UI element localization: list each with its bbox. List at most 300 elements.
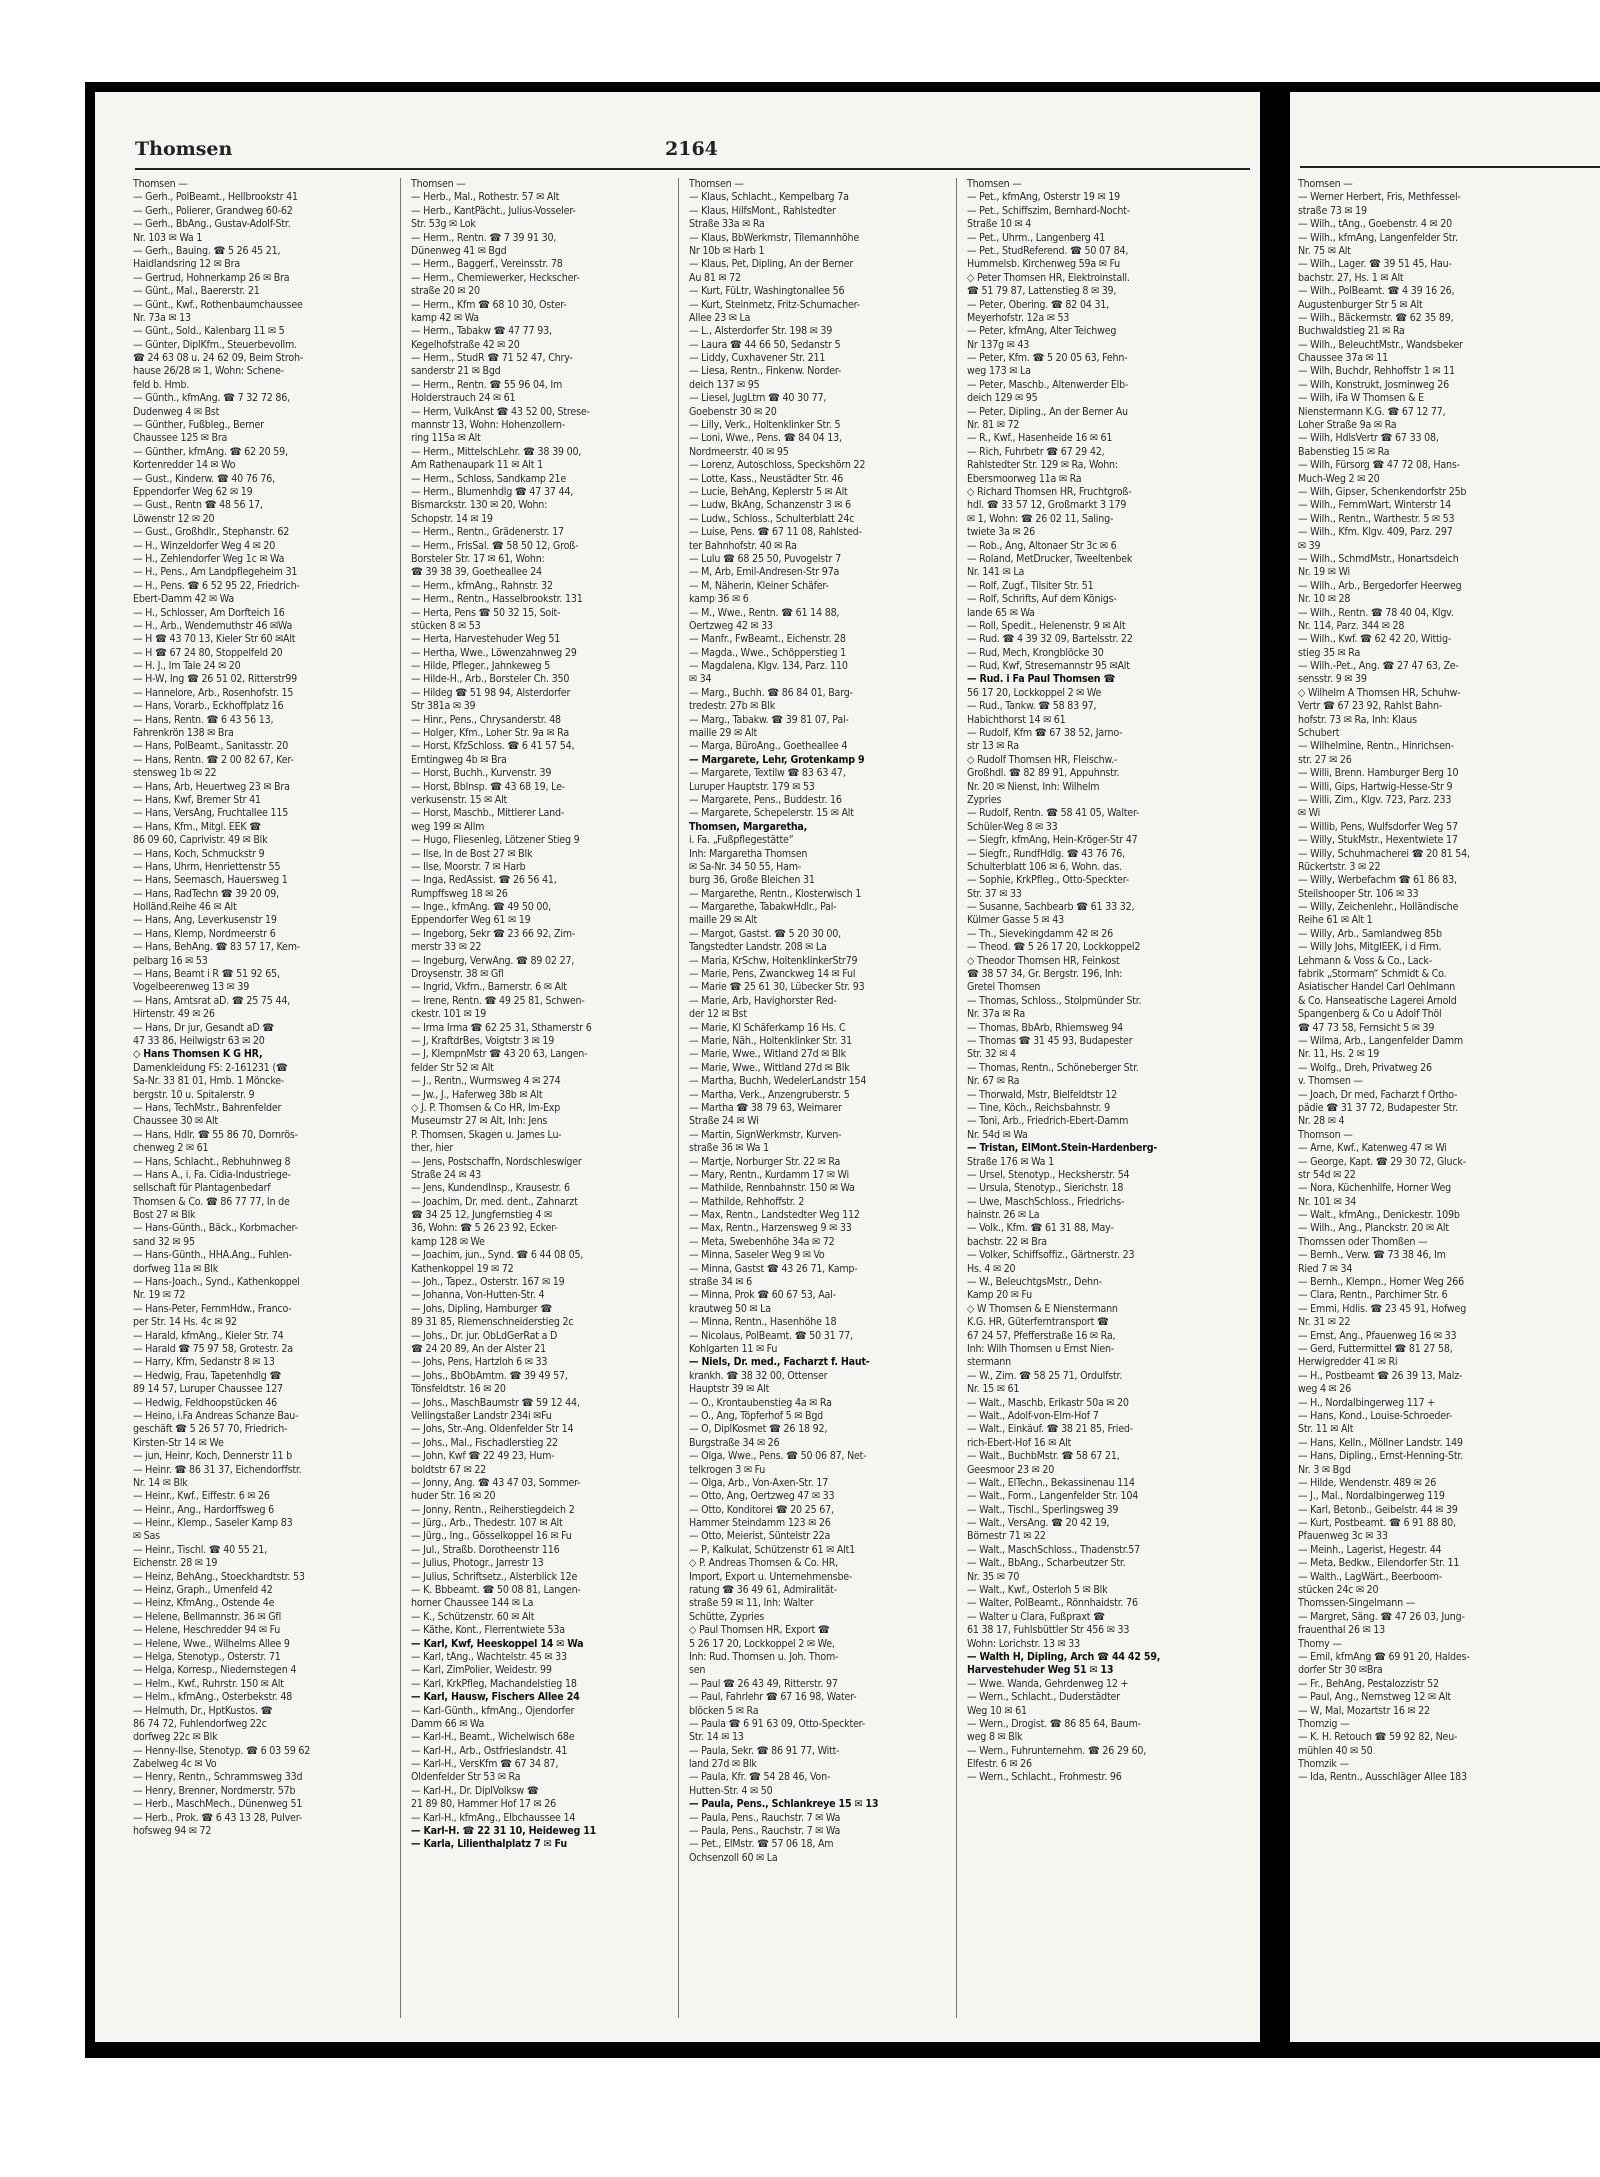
directory-entry-line: — Walt., BuchbMstr. ☎ 58 67 21, (967, 1450, 1120, 1463)
directory-entry-line: verkusenstr. 15 ✉ Alt (411, 793, 508, 806)
directory-entry-line: ◇ Peter Thomsen HR, Elektroinstall. (967, 271, 1130, 284)
directory-entry-line: felder Str 52 ✉ Alt (411, 1061, 494, 1074)
directory-entry-line: Nr. 141 ✉ La (967, 566, 1025, 579)
directory-entry-line: — Heinz, KfmAng., Ostende 4e (133, 1597, 275, 1610)
directory-entry-line: — Heinr., Ang., Hardorffsweg 6 (133, 1503, 275, 1516)
directory-entry-line: — Willy, Zeichenlehr., Holländische (1298, 901, 1459, 914)
directory-entry-line: — Martha ☎ 38 79 63, Weimarer (689, 1101, 842, 1114)
directory-entry-line: Much-Weg 2 ✉ 20 (1298, 472, 1380, 485)
directory-entry-line: — Volker, Schiffsoffiz., Gärtnerstr. 23 (967, 1249, 1135, 1262)
directory-entry-line: ring 115a ✉ Alt (411, 432, 481, 445)
directory-entry-line: — Margarete, Pens., Buddestr. 16 (689, 793, 842, 806)
directory-entry-line: — Karl, Hausw, Fischers Allee 24 (411, 1691, 580, 1704)
directory-entry-line: — Jürg., Arb., Thedestr. 107 ✉ Alt (411, 1517, 563, 1530)
facing-page-rule (1300, 166, 1600, 168)
directory-entry-line: — Paula, Pens., Rauchstr. 7 ✉ Wa (689, 1811, 841, 1824)
directory-entry-line: frauenthal 26 ✉ 13 (1298, 1624, 1386, 1637)
directory-entry-line: — Willi, Gips, Hartwig-Hesse-Str 9 (1298, 780, 1453, 793)
directory-entry-line: — Nora, Küchenhilfe, Horner Weg (1298, 1182, 1451, 1195)
directory-entry-line: Straße 176 ✉ Wa 1 (967, 1155, 1054, 1168)
directory-entry-line: Straße 33a ✉ Ra (689, 218, 765, 231)
directory-entry-line: sellschaft für Plantagenbedarf (133, 1182, 271, 1195)
directory-entry-line: — Walt., Form., Langenfelder Str. 104 (967, 1490, 1139, 1503)
scan-background (85, 82, 1600, 2058)
directory-entry-line: — Jul., Straßb. Dorotheenstr 116 (411, 1543, 560, 1556)
directory-entry-line: P. Thomsen, Skagen u. James Lu- (411, 1128, 562, 1141)
directory-entry-line: sanderstr 21 ✉ Bgd (411, 365, 501, 378)
directory-entry-line: — J, KraftdrBes, Voigtstr 3 ✉ 19 (411, 1035, 555, 1047)
directory-entry-line: — Julius, Photogr., Jarrestr 13 (411, 1557, 544, 1570)
directory-entry-line: sensstr. 9 ✉ 39 (1298, 673, 1367, 686)
directory-entry-line: sand 32 ✉ 95 (133, 1235, 195, 1248)
directory-entry-line: Ebersmoorweg 11a ✉ Ra (967, 472, 1082, 485)
directory-entry-line: Dudenweg 4 ✉ Bst (133, 405, 220, 418)
directory-entry-line: Nr. 103 ✉ Wa 1 (133, 231, 203, 244)
directory-entry-line: der 12 ✉ Bst (689, 1008, 747, 1021)
directory-entry-line: — Hans, Vorarb., Eckhoffplatz 16 (133, 700, 284, 713)
directory-column-2 (411, 178, 675, 2018)
directory-entry-line: — Marie, Wwe., Wittland 27d ✉ Blk (689, 1061, 850, 1074)
directory-entry-line: — H., Nordalbingerweg 117 + (1298, 1396, 1435, 1409)
directory-entry-line: Hummelsb. Kirchenweg 59a ✉ Fu (967, 258, 1121, 271)
directory-entry-line: — Karl-H., Beamt., Wichelwisch 68e (411, 1731, 575, 1744)
directory-entry-line: — Harald, kfmAng., Kieler Str. 74 (133, 1329, 284, 1342)
directory-entry-line: — Wilh., Kfm. Klgv. 409, Parz. 297 (1298, 526, 1453, 539)
directory-entry-line: Borsteler Str. 17 ✉ 61, Wohn: (411, 552, 545, 565)
directory-entry-line: — Niels, Dr. med., Facharzt f. Haut- (689, 1356, 870, 1369)
directory-entry-line: Str. 32 ✉ 4 (967, 1048, 1016, 1061)
directory-entry-line: — Pet., kfmAng, Osterstr 19 ✉ 19 (967, 191, 1120, 204)
directory-entry-line: ✉ 1, Wohn: ☎ 26 02 11, Saling- (967, 512, 1114, 525)
directory-entry-line: — Herm., MittelschLehr. ☎ 38 39 00, (411, 445, 582, 458)
column-divider (678, 178, 679, 2018)
directory-entry-line: Droysenstr. 38 ✉ Gfl (411, 968, 504, 981)
directory-entry-line: ◇ Hans Thomsen K G HR, (133, 1048, 263, 1061)
directory-entry-line: — Margarethe, Rentn., Klosterwisch 1 (689, 887, 862, 900)
directory-entry-line: — Helga, Korresp., Niedernstegen 4 (133, 1664, 297, 1677)
directory-entry-line: huder Str. 16 ✉ 20 (411, 1490, 496, 1503)
directory-entry-line: — Willi, Brenn. Hamburger Berg 10 (1298, 767, 1459, 780)
directory-entry-line: — Otto, Meierist, Süntelstr 22a (689, 1530, 831, 1543)
directory-column-4 (967, 178, 1231, 2018)
directory-entry-line: 5 26 17 20, Lockkoppel 2 ✉ We, (689, 1637, 835, 1650)
page-header (135, 138, 1250, 170)
directory-entry-line: ter Bahnhofstr. 40 ✉ Ra (689, 539, 797, 552)
directory-entry-line: Dünenweg 41 ✉ Bgd (411, 244, 507, 257)
directory-entry-line: — Günther, kfmAng. ☎ 62 20 59, (133, 445, 288, 458)
directory-entry-line: — Thorwald, Mstr, Bielfeldtstr 12 (967, 1088, 1117, 1101)
directory-entry-line: ✉ Sa-Nr. 34 50 55, Ham- (689, 860, 802, 873)
directory-entry-line: Geesmoor 23 ✉ 20 (967, 1463, 1055, 1476)
directory-entry-line: Chaussee 125 ✉ Bra (133, 432, 228, 445)
directory-entry-line: — Marie, Arb, Havighorster Red- (689, 994, 837, 1007)
directory-entry-line: — Pet., StudReferend. ☎ 50 07 84, (967, 244, 1129, 257)
directory-entry-line: — Rolf, Zugf., Tilsiter Str. 51 (967, 579, 1094, 592)
directory-entry-line: Kamp 20 ✉ Fu (967, 1289, 1032, 1302)
directory-entry-line: — Manfr., FwBeamt., Eichenstr. 28 (689, 633, 846, 646)
directory-entry-line: 67 24 57, Pfefferstraße 16 ✉ Ra, (967, 1329, 1116, 1342)
directory-entry-line: Allee 23 ✉ La (689, 311, 751, 324)
directory-entry-line: — Roll, Spedit., Helenenstr. 9 ✉ Alt (967, 619, 1126, 632)
directory-entry-line: — Johs, Pens, Hartzloh 6 ✉ 33 (411, 1356, 548, 1369)
directory-entry-line: ☎ 24 20 89, An der Alster 21 (411, 1342, 547, 1355)
directory-entry-line: — L., Alsterdorfer Str. 198 ✉ 39 (689, 325, 833, 338)
directory-entry-line: — Günt., Kwf., Rothenbaumchaussee (133, 298, 303, 311)
directory-entry-line: Kohlgarten 11 ✉ Fu (689, 1342, 778, 1355)
directory-entry-line: ✉ Wi (1298, 807, 1321, 820)
column-divider (400, 178, 401, 2018)
directory-entry-line: — Hans, TechMstr., Bahrenfelder (133, 1101, 282, 1114)
directory-entry-line: 89 31 85, Riemenschneiderstieg 2c (411, 1316, 574, 1329)
directory-entry-line: Damenkleidung FS: 2-161231 (☎ (133, 1061, 288, 1074)
directory-entry-line: ☎ 34 25 12, Jungfernstieg 4 ✉ (411, 1209, 552, 1222)
directory-entry-line: — Johs., BbObAmtm. ☎ 39 49 57, (411, 1369, 568, 1382)
directory-entry-line: — John, Kwf ☎ 22 49 23, Hum- (411, 1450, 555, 1463)
directory-entry-line: — Ursula, Stenotyp., Sierichstr. 18 (967, 1182, 1124, 1195)
directory-entry-line: — Herm., Rentn. ☎ 55 96 04, Im (411, 378, 563, 391)
directory-entry-line: straße 20 ✉ 20 (411, 285, 480, 298)
directory-entry-line: — W., BeleuchtgsMstr., Dehn- (967, 1276, 1102, 1289)
directory-entry-line: — Klaus, HilfsMont., Rahlstedter (689, 204, 836, 217)
directory-entry-line: — Mary, Rentn., Kurdamm 17 ✉ Wi (689, 1168, 849, 1181)
directory-entry-line: Ebert-Damm 42 ✉ Wa (133, 593, 234, 606)
directory-entry-line: Babenstieg 15 ✉ Ra (1298, 445, 1390, 458)
directory-entry-line: — Arne, Kwf., Katenweg 47 ✉ Wi (1298, 1142, 1447, 1155)
directory-entry-line: Nr. 75 ✉ Alt (1298, 244, 1351, 257)
directory-entry-line: Kegelhofstraße 42 ✉ 20 (411, 338, 520, 351)
directory-entry-line: Holderstrauch 24 ✉ 61 (411, 392, 516, 405)
directory-entry-line: — Siegfr, kfmAng, Hein-Kröger-Str 47 (967, 834, 1138, 847)
directory-entry-line: — Lilly, Verk., Holtenklinker Str. 5 (689, 419, 841, 432)
directory-entry-line: ◇ Rudolf Thomsen HR, Fleischw.- (967, 753, 1118, 766)
directory-entry-line: Schütte, Zypries (689, 1610, 765, 1623)
directory-entry-line: — H., Winzeldorfer Weg 4 ✉ 20 (133, 539, 276, 552)
directory-entry-line: — Kurt, Steinmetz, Fritz-Schumacher- (689, 298, 860, 311)
directory-entry-line: — Emil, kfmAng ☎ 69 91 20, Haldes- (1298, 1650, 1470, 1663)
directory-entry-line: — Hans, VersAng, Fruchtallee 115 (133, 807, 289, 820)
directory-entry-line: — Herm., Baggerf., Vereinsstr. 78 (411, 258, 563, 271)
directory-entry-line: — Wern., Schlacht., Duderstädter (967, 1691, 1120, 1704)
directory-entry-line: — Rich, Fuhrbetr ☎ 67 29 42, (967, 445, 1105, 458)
directory-entry-line: — Siegfr., RundfHdlg. ☎ 43 76 76, (967, 847, 1125, 860)
directory-entry-line: — M, Arb, Emil-Andresen-Str 97a (689, 566, 840, 579)
directory-entry-line: Nordmeerstr. 40 ✉ 95 (689, 445, 789, 458)
directory-entry-line: — Ida, Rentn., Ausschläger Allee 183 (1298, 1771, 1467, 1784)
directory-entry-line: ☎ 47 73 58, Fernsicht 5 ✉ 39 (1298, 1021, 1435, 1034)
directory-entry-line: Gretel Thomsen (967, 981, 1041, 994)
directory-entry-line: — Peter, Dipling., An der Berner Au (967, 405, 1128, 418)
directory-entry-line: — Meta, Bedkw., Eilendorfer Str. 11 (1298, 1557, 1460, 1570)
directory-entry-line: maille 29 ✉ Alt (689, 914, 758, 927)
column-heading: Thomsen — (133, 178, 188, 190)
directory-entry-line: — Martha, Verk., Anzengruberstr. 5 (689, 1088, 850, 1101)
directory-entry-line: 86 09 60, Caprivistr. 49 ✉ Blk (133, 834, 268, 847)
directory-entry-line: — Willy, Schuhmacherei ☎ 20 81 54, (1298, 847, 1470, 860)
directory-entry-line: — Bernh., Klempn., Horner Weg 266 (1298, 1276, 1464, 1289)
directory-entry-line: Hammer Steindamm 123 ✉ 26 (689, 1517, 831, 1530)
directory-entry-line: — Ingeborg, Sekr ☎ 23 66 92, Zim- (411, 927, 576, 940)
directory-entry-line: Nr. 14 ✉ Blk (133, 1476, 188, 1489)
directory-entry-line: — Johanna, Von-Hutten-Str. 4 (411, 1289, 545, 1302)
directory-entry-line: — H., Schlosser, Am Dorfteich 16 (133, 606, 285, 619)
directory-entry-line: — Otto, Konditorei ☎ 20 25 67, (689, 1503, 834, 1516)
directory-entry-line: — H., Pens., Am Landpflegeheim 31 (133, 566, 298, 579)
directory-entry-line: — Volk., Kfm. ☎ 61 31 88, May- (967, 1222, 1114, 1235)
directory-entry-line: — Walt., VersAng. ☎ 20 42 19, (967, 1517, 1110, 1530)
directory-entry-line: — Joachim, jun., Synd. ☎ 6 44 08 05, (411, 1249, 584, 1262)
directory-entry-line: Wohn: Lorichstr. 13 ✉ 33 (967, 1637, 1080, 1650)
directory-entry-line: — Ursel, Stenotyp., Hecksherstr. 54 (967, 1168, 1130, 1181)
directory-entry-line: — Peter, Obering. ☎ 82 04 31, (967, 298, 1110, 311)
directory-entry-line: — Meinh., Lagerist, Hegestr. 44 (1298, 1543, 1442, 1556)
directory-entry-line: str. 27 ✉ 26 (1298, 753, 1352, 766)
directory-entry-line: — Gerh., Bauing. ☎ 5 26 45 21, (133, 244, 281, 257)
directory-entry-line: — Henry, Brenner, Nordmerstr. 57b (133, 1784, 296, 1797)
directory-entry-line: Nr 10b ✉ Harb 1 (689, 244, 765, 257)
directory-entry-line: — Hans, Hdlr. ☎ 55 86 70, Dornrös- (133, 1128, 298, 1141)
directory-entry-line: Nr. 81 ✉ 72 (967, 419, 1020, 432)
directory-entry-line: Oertzweg 42 ✉ 33 (689, 619, 773, 632)
directory-entry-line: — Hans, Koch, Schmuckstr 9 (133, 847, 265, 860)
directory-entry-line: — Helene, Bellmannstr. 36 ✉ Gfl (133, 1610, 282, 1623)
directory-entry-line: — Paula, Pens., Schlankreye 15 ✉ 13 (689, 1798, 879, 1811)
directory-entry-line: hause 26/28 ✉ 1, Wohn: Schene- (133, 365, 284, 378)
directory-entry-line: — Günter, DiplKfm., Steuerbevollm. (133, 338, 297, 351)
directory-entry-line: Rumpffsweg 18 ✉ 26 (411, 887, 508, 900)
directory-entry-line: — Wilh, iFa W Thomsen & E (1298, 392, 1424, 405)
directory-entry-line: — Paula, Pens., Rauchstr. 7 ✉ Wa (689, 1825, 841, 1838)
directory-entry-line: Nr. 101 ✉ 34 (1298, 1195, 1357, 1208)
directory-column-3 (689, 178, 953, 2018)
directory-entry-line: — Gust., Kinderw. ☎ 40 76 76, (133, 472, 275, 485)
directory-entry-line: dorfweg 22c ✉ Blk (133, 1731, 218, 1744)
directory-entry-line: — Paula, Kfr. ☎ 54 28 46, Von- (689, 1771, 831, 1784)
directory-entry-line: ☎ 51 79 87, Lattenstieg 8 ✉ 39, (967, 285, 1117, 298)
directory-entry-line: — Hilde, Pfleger., Jahnkeweg 5 (411, 660, 551, 673)
directory-entry-line: ✉ Sas (133, 1530, 160, 1543)
directory-entry-line: — Hans, Amtsrat aD. ☎ 25 75 44, (133, 994, 291, 1007)
directory-entry-line: — O, DiplKosmet ☎ 26 18 92, (689, 1423, 828, 1436)
directory-entry-line: Nr 137g ✉ 43 (967, 338, 1030, 351)
directory-entry-line: — Marg., Buchh. ☎ 86 84 01, Barg- (689, 686, 853, 699)
directory-entry-line: — Klaus, Pet, Dipling, An der Berner (689, 258, 854, 271)
directory-entry-line: — Horst, KfzSchloss. ☎ 6 41 57 54, (411, 740, 575, 753)
directory-entry-line: Großhdl. ☎ 82 89 91, Appuhnstr. (967, 767, 1120, 780)
directory-entry-line: weg 173 ✉ La (967, 365, 1031, 378)
directory-entry-line: — jun, Heinr, Koch, Dennerstr 11 b (133, 1450, 293, 1463)
column-heading: Thomsen — (1298, 178, 1353, 190)
directory-entry-line: — Heinz, BehAng., Stoeckhardtstr. 53 (133, 1570, 305, 1583)
directory-entry-line: — Pet., Schiffszim, Bernhard-Nocht- (967, 204, 1130, 217)
directory-entry-line: str 54d ✉ 22 (1298, 1168, 1356, 1181)
directory-entry-line: 61 38 17, Fuhlsbüttler Str 456 ✉ 33 (967, 1624, 1130, 1637)
directory-entry-line: Museumstr 27 ✉ Alt, Inh: Jens (411, 1115, 548, 1128)
directory-entry-line: — Walt., Kwf., Osterloh 5 ✉ Blk (967, 1584, 1108, 1597)
directory-entry-line: — Günt., Sold., Kalenbarg 11 ✉ 5 (133, 325, 285, 338)
directory-entry-line: — Herm., Rentn., Hasselbrookstr. 131 (411, 593, 583, 606)
directory-entry-line: — Herm., FrisSal. ☎ 58 50 12, Groß- (411, 539, 579, 552)
directory-entry-line: stieg 35 ✉ Ra (1298, 646, 1361, 659)
directory-entry-line: Vogelbeerenweg 13 ✉ 39 (133, 981, 250, 994)
directory-entry-line: Thomzik — (1298, 1758, 1349, 1771)
directory-entry-line: — Karl-H., kfmAng., Elbchaussee 14 (411, 1811, 576, 1824)
directory-entry-line: pelbarg 16 ✉ 53 (133, 954, 208, 967)
directory-entry-line: — Wern., Drogist. ☎ 86 85 64, Baum- (967, 1717, 1141, 1730)
directory-entry-line: — Wwe. Wanda, Gehrdenweg 12 + (967, 1677, 1129, 1690)
directory-entry-line: Luruper Hauptstr. 179 ✉ 53 (689, 780, 815, 793)
directory-entry-line: — Lulu ☎ 68 25 50, Puvogelstr 7 (689, 552, 841, 565)
directory-entry-line: — W., Zim. ☎ 58 25 71, Ordulfstr. (967, 1369, 1123, 1382)
directory-entry-line: — Jürg., Ing., Gösselkoppel 16 ✉ Fu (411, 1530, 572, 1543)
directory-entry-line: — Martje, Norburger Str. 22 ✉ Ra (689, 1155, 841, 1168)
directory-entry-line: — Paula, Sekr. ☎ 86 91 77, Witt- (689, 1744, 840, 1757)
directory-entry-line: stermann (967, 1356, 1011, 1369)
directory-entry-line: — Gerh., BbAng., Gustav-Adolf-Str. (133, 218, 291, 231)
directory-entry-line: — Hedwig, Feldhoopstücken 46 (133, 1396, 278, 1409)
directory-entry-line: Kathenkoppel 19 ✉ 72 (411, 1262, 514, 1275)
directory-entry-line: — Willy Johs, MitglEEK, i d Firm. (1298, 941, 1442, 954)
directory-entry-line: Thomssen oder Thomßen — (1298, 1235, 1428, 1248)
directory-entry-line: v. Thomsen — (1298, 1075, 1363, 1088)
directory-entry-line: — Herta, Harvestehuder Weg 51 (411, 633, 561, 646)
directory-entry-line: straße 73 ✉ 19 (1298, 204, 1367, 217)
directory-entry-line: — Meta, Swebenhöhe 34a ✉ 72 (689, 1235, 835, 1248)
directory-entry-line: ✉ 39 (1298, 539, 1321, 552)
directory-entry-line: — W, Mal, Mozartstr 16 ✉ 22 (1298, 1704, 1430, 1717)
directory-entry-line: boldtstr 67 ✉ 22 (411, 1463, 487, 1476)
directory-entry-line: — Willi, Zim., Klgv. 723, Parz. 233 (1298, 793, 1452, 806)
directory-entry-line: — Max, Rentn., Landstedter Weg 112 (689, 1209, 860, 1222)
directory-entry-line: Reihe 61 ✉ Alt 1 (1298, 914, 1373, 927)
directory-entry-line: — Wilh, Gipser, Schenkendorfstr 25b (1298, 485, 1467, 498)
directory-entry-line: — Herm., Blumenhdlg ☎ 47 37 44, (411, 485, 574, 498)
directory-entry-line: Import, Export u. Unternehmensbe- (689, 1570, 853, 1583)
directory-entry-line: Schopstr. 14 ✉ 19 (411, 512, 493, 525)
directory-entry-line: Herwigredder 41 ✉ Ri (1298, 1356, 1398, 1369)
directory-entry-line: — J, KlempnMstr ☎ 43 20 63, Langen- (411, 1048, 588, 1061)
directory-entry-line: — Harry, Kfm, Sedanstr 8 ✉ 13 (133, 1356, 275, 1369)
directory-entry-line: — Willy, Werbefachm ☎ 61 86 83, (1298, 874, 1457, 887)
directory-entry-line: ◇ Paul Thomsen HR, Export ☎ (689, 1624, 830, 1637)
directory-entry-line: — Hans-Peter, FernmHdw., Franco- (133, 1302, 292, 1315)
directory-entry-line: — Joach, Dr med, Facharzt f Ortho- (1298, 1088, 1458, 1101)
directory-entry-line: — Heinr. ☎ 86 31 37, Eichendorffstr. (133, 1463, 302, 1476)
directory-entry-line: — K., Schützenstr. 60 ✉ Alt (411, 1610, 535, 1623)
directory-entry-line: — Hans, Rentn. ☎ 2 00 82 67, Ker- (133, 753, 294, 766)
directory-entry-line: Habichthorst 14 ✉ 61 (967, 713, 1066, 726)
directory-entry-line: blöcken 5 ✉ Ra (689, 1704, 759, 1717)
directory-entry-line: — Johs, Str.-Ang. Oldenfelder Str 14 (411, 1423, 574, 1436)
directory-entry-line: — Ludw, BkAng, Schanzenstr 3 ✉ 6 (689, 499, 851, 512)
directory-entry-line: — Herm., Rentn. ☎ 7 39 91 30, (411, 231, 557, 244)
directory-entry-line: Hs. 4 ✉ 20 (967, 1262, 1016, 1275)
directory-entry-line: Thomsen, Margaretha, (689, 820, 808, 833)
directory-entry-line: Nr. 19 ✉ 72 (133, 1289, 186, 1302)
directory-entry-line: weg 199 ✉ Allm (411, 820, 485, 833)
directory-entry-line: — Max, Rentn., Harzensweg 9 ✉ 33 (689, 1222, 852, 1235)
directory-entry-line: — Hans, Ang, Leverkusenstr 19 (133, 914, 277, 927)
directory-entry-line: feld b. Hmb. (133, 378, 190, 391)
directory-entry-line: — Wilh., Ang., Planckstr. 20 ✉ Alt (1298, 1222, 1449, 1235)
directory-entry-line: — Walt., ElTechn., Bekassinenau 114 (967, 1476, 1135, 1489)
directory-entry-line: — Hans, Schlacht., Rebhuhnweg 8 (133, 1155, 291, 1168)
directory-entry-line: — Jw., J., Haferweg 38b ✉ Alt (411, 1088, 543, 1101)
directory-entry-line: Nr. 20 ✉ Nienst, Inh: Wilhelm (967, 780, 1100, 793)
directory-entry-line: Str 381a ✉ 39 (411, 700, 476, 713)
directory-entry-line: — Otto, Ang, Oertzweg 47 ✉ 33 (689, 1490, 835, 1503)
directory-entry-line: ther, hier (411, 1142, 454, 1155)
directory-entry-line: — Helmuth, Dr., HptKustos. ☎ (133, 1704, 273, 1717)
directory-entry-line: — Inga, RedAssist. ☎ 26 56 41, (411, 874, 557, 887)
directory-entry-line: per Str. 14 Hs. 4c ✉ 92 (133, 1316, 237, 1329)
directory-entry-line: Lehmann & Voss & Co., Lack- (1298, 954, 1432, 967)
directory-entry-line: krautweg 50 ✉ La (689, 1302, 771, 1315)
directory-entry-line: — Willy, Arb., Samlandweg 85b (1298, 927, 1442, 940)
directory-entry-line: Vellingstaßer Landstr 234i ✉Fu (411, 1409, 552, 1422)
directory-entry-line: — Tine, Köch., Reichsbahnstr. 9 (967, 1101, 1111, 1114)
directory-entry-line: 56 17 20, Lockkoppel 2 ✉ We (967, 686, 1102, 699)
directory-entry-line: 89 14 57, Luruper Chaussee 127 (133, 1383, 283, 1396)
directory-entry-line: krankh. ☎ 38 32 00, Ottenser (689, 1369, 828, 1382)
directory-entry-line: Oldenfelder Str 53 ✉ Ra (411, 1771, 521, 1784)
directory-entry-line: Str. 37 ✉ 33 (967, 887, 1022, 900)
directory-entry-line: — Wern., Schlacht., Frohmestr. 96 (967, 1771, 1122, 1784)
directory-entry-line: — J., Mal., Nordalbingerweg 119 (1298, 1490, 1445, 1503)
directory-entry-line: — Karl, Betonb., Geibelstr. 44 ✉ 39 (1298, 1503, 1458, 1516)
directory-entry-line: — Wilh., SchmdMstr., Honartsdeich (1298, 552, 1459, 565)
directory-entry-line: — Thomas ☎ 31 45 93, Budapester (967, 1035, 1133, 1047)
directory-entry-line: — Helm., Kwf., Ruhrstr. 150 ✉ Alt (133, 1677, 284, 1690)
directory-entry-line: — Marg., Tabakw. ☎ 39 81 07, Pal- (689, 713, 849, 726)
directory-entry-line: — Wilh, Buchdr, Rehhoffstr 1 ✉ 11 (1298, 365, 1455, 378)
directory-entry-line: — Heinr., Klemp., Saseler Kamp 83 (133, 1517, 293, 1530)
directory-entry-line: — Karl-H., Arb., Ostfrieslandstr. 41 (411, 1744, 568, 1757)
directory-entry-line: — Rud. i Fa Paul Thomsen ☎ (967, 673, 1116, 686)
directory-entry-line: Nr. 28 ✉ 4 (1298, 1115, 1345, 1128)
directory-entry-line: — Herm., Kfm ☎ 68 10 30, Oster- (411, 298, 567, 311)
directory-entry-line: — Margot, Gastst. ☎ 5 20 30 00, (689, 927, 841, 940)
directory-entry-line: — Hans, Uhrm, Henriettenstr 55 (133, 860, 281, 873)
directory-entry-line: — Paul, Fahrlehr ☎ 67 16 98, Water- (689, 1691, 857, 1704)
directory-entry-line: 36, Wohn: ☎ 5 26 23 92, Ecker- (411, 1222, 558, 1235)
directory-entry-line: — Uwe, MaschSchloss., Friedrichs- (967, 1195, 1125, 1208)
directory-entry-line: — Ingeburg, VerwAng. ☎ 89 02 27, (411, 954, 575, 967)
directory-entry-line: — P, Kalkulat, Schützenstr 61 ✉ Alt1 (689, 1543, 856, 1556)
directory-entry-line: — Hans, Kelln., Möllner Landstr. 149 (1298, 1436, 1463, 1449)
directory-entry-line: — Horst, Maschb., Mittlerer Land- (411, 807, 565, 820)
directory-entry-line: — Martin, SignWerkmstr, Kurven- (689, 1128, 842, 1141)
directory-entry-line: — Pet., ElMstr. ☎ 57 06 18, Am (689, 1838, 834, 1851)
directory-entry-line: — Klaus, BbWerkmstr, Tilemannhöhe (689, 231, 860, 244)
directory-entry-line: tredestr. 27b ✉ Blk (689, 700, 776, 713)
directory-entry-line: — Herb., Prok. ☎ 6 43 13 28, Pulver- (133, 1811, 302, 1824)
directory-entry-line: — Maria, KrSchw, HoltenklinkerStr79 (689, 954, 858, 967)
directory-entry-line: — Wilh., kfmAng, Langenfelder Str. (1298, 231, 1458, 244)
directory-entry-line: — Johs., Dr. jur. ObLdGerRat a D (411, 1329, 558, 1342)
directory-entry-line: stücken 24c ✉ 20 (1298, 1584, 1379, 1597)
directory-entry-line: ◇ Richard Thomsen HR, Fruchtgroß- (967, 485, 1132, 498)
directory-entry-line: — H-W, Ing ☎ 26 51 02, Ritterstr99 (133, 673, 297, 686)
directory-entry-line: — Hans, Klemp, Nordmeerstr 6 (133, 927, 276, 940)
directory-entry-line: kamp 128 ✉ We (411, 1235, 485, 1248)
directory-entry-line: straße 59 ✉ 11, Inh: Walter (689, 1597, 814, 1610)
directory-entry-line: — Wilh., tAng., Goebenstr. 4 ✉ 20 (1298, 218, 1452, 231)
directory-entry-line: Nr. 3 ✉ Bgd (1298, 1463, 1351, 1476)
directory-entry-line: — O., Ang, Töpferhof 5 ✉ Bgd (689, 1409, 824, 1422)
directory-entry-line: — Ingrid, Vkfrn., Barnerstr. 6 ✉ Alt (411, 981, 567, 994)
directory-entry-line: — Lorenz, Autoschloss, Speckshörn 22 (689, 459, 866, 472)
directory-entry-line: — Susanne, Sachbearb ☎ 61 33 32, (967, 901, 1135, 914)
